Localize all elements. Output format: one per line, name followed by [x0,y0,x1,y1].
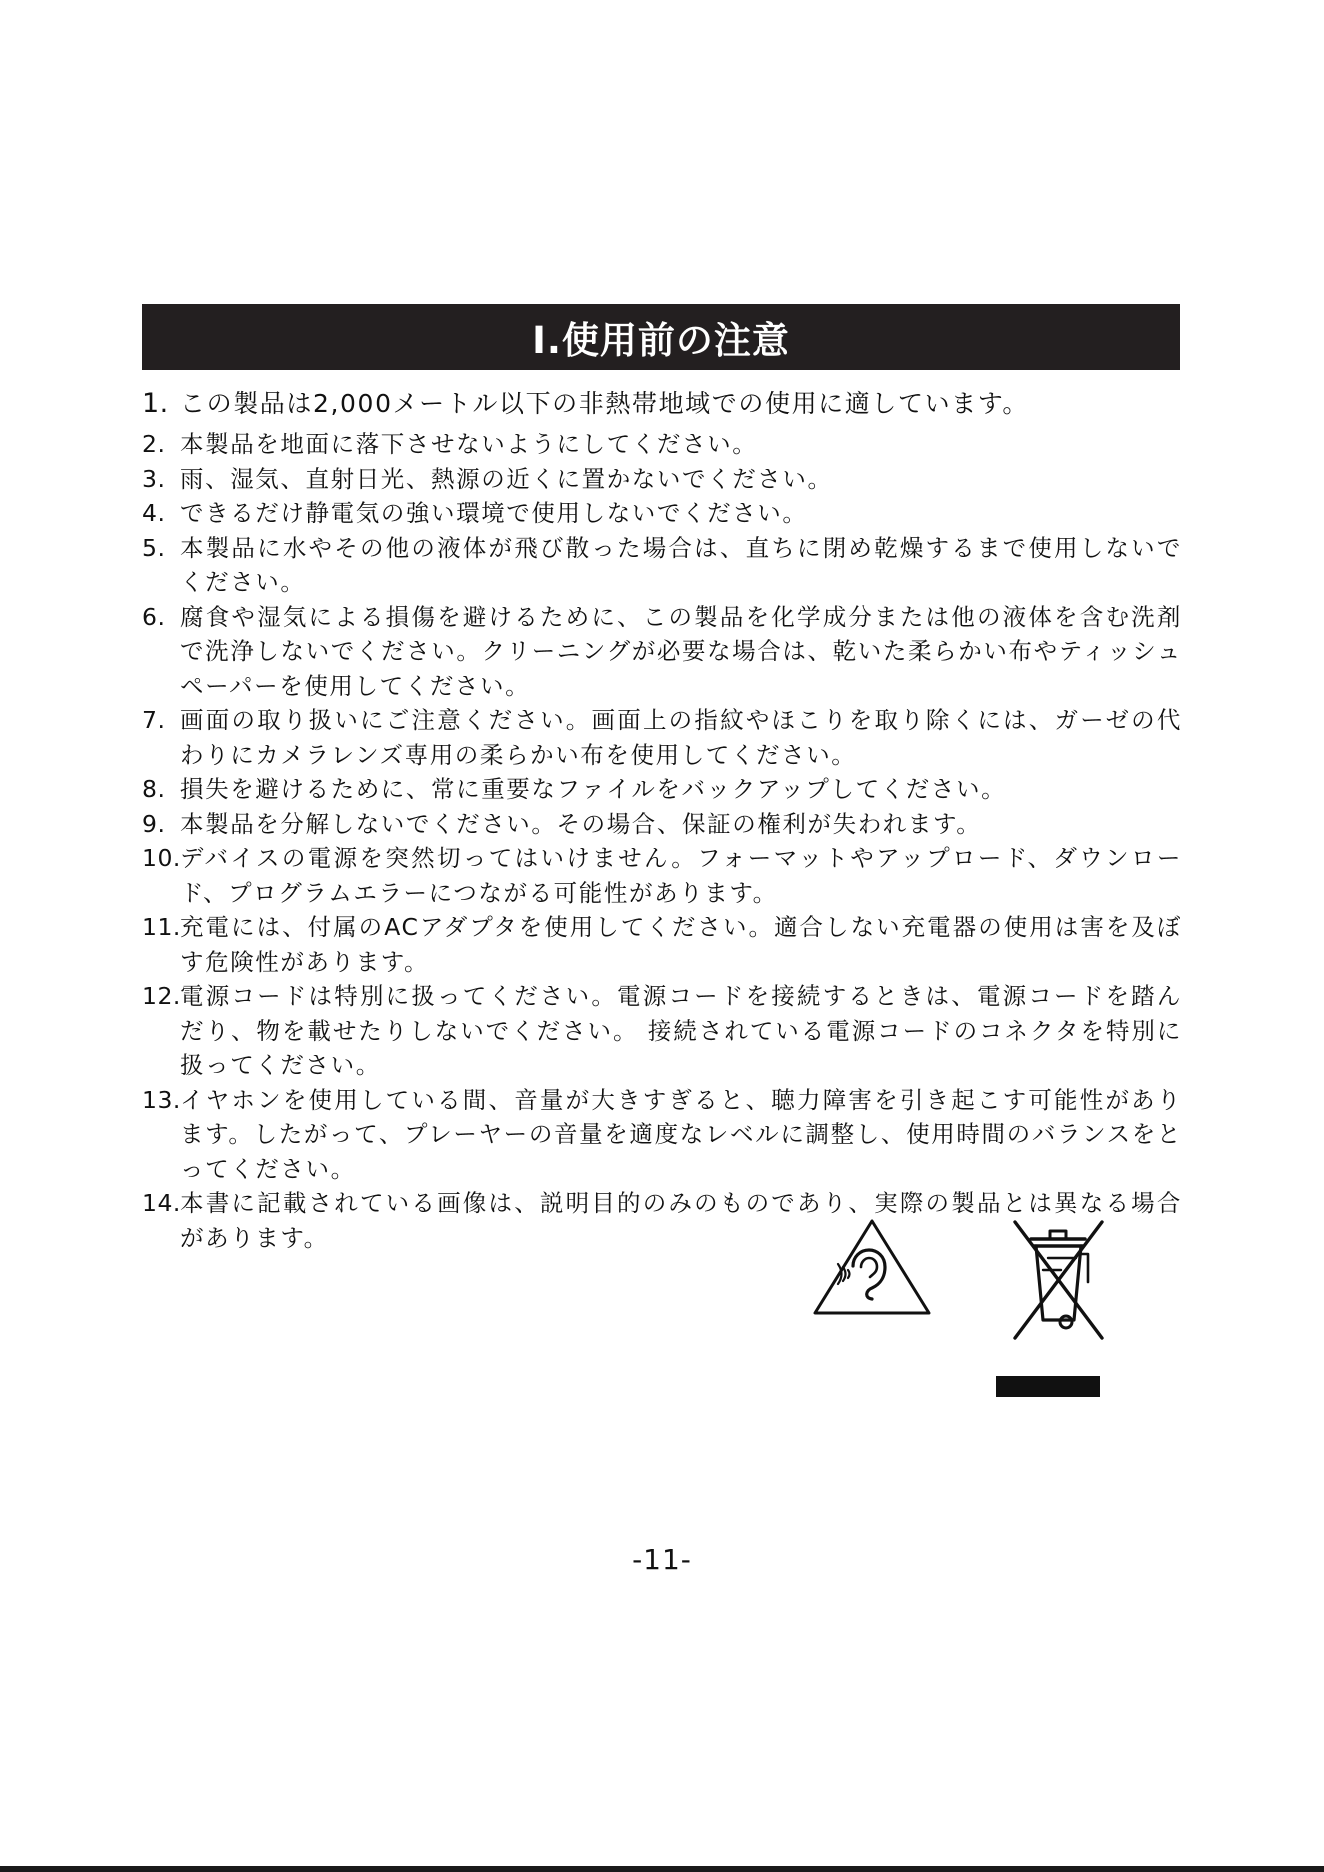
item-text: できるだけ静電気の強い環境で使用しないでください。 [180,499,808,527]
item-text: 本製品を地面に落下させないようにしてください。 [180,430,758,458]
item-number: 13. [142,1085,181,1114]
precautions-list [142,385,1182,1255]
list-item [142,427,1182,462]
item-text: この製品は2,000メートル以下の非熱帯地域での使用に適しています。 [180,389,1029,418]
list-item [142,385,1182,423]
item-number: 9. [142,809,166,838]
weee-bar [996,1376,1100,1397]
item-text: イヤホンを使用している間、音量が大きすぎると、聴力障害を引き起こす可能性があります。したがって、プレーヤーの音量を適度なレベルに調整し、使用時間のバランスをとってください。 [180,1085,1182,1183]
item-number: 6. [142,602,166,631]
item-number: 14. [142,1189,181,1217]
section-title: Ⅰ.使用前の注意 [532,319,790,362]
item-text: デバイスの電源を突然切ってはいけません。フォーマットやアップロード、ダウンロード、プログラムエラーにつながる可能性があります。 [180,844,1182,907]
item-text: 電源コードは特別に扱ってください。電源コードを接続するときは、電源コードを踏んだり、物を載せたりしないでください。 接続されている電源コードのコネクタを特別に扱ってください。 [180,982,1182,1079]
list-item [142,600,1182,704]
list-item [142,1186,1182,1255]
list-item [142,841,1182,910]
item-text: 本製品を分解しないでください。その場合、保証の権利が失われます。 [180,809,982,838]
item-number: 2. [142,430,166,458]
item-text: 腐食や湿気による損傷を避けるために、この製品を化学成分または他の液体を含む洗剤で洗浄しないでください。クリーニングが必要な場合は、乾いた柔らかい布やティッシュペーパーを使用してください。 [180,602,1182,700]
item-number: 5. [142,533,166,562]
item-text: 充電には、付属のACアダプタを使用してください。適合しない充電器の使用は害を及ぼす危険性があります。 [180,913,1182,976]
list-item [142,807,1182,842]
item-number: 7. [142,706,166,734]
item-text: 雨、湿気、直射日光、熱源の近くに置かないでください。 [180,464,833,493]
item-text: 本製品に水やその他の液体が飛び散った場合は、直ちに閉め乾燥するまで使用しないでください。 [180,533,1182,596]
item-text: 損失を避けるために、常に重要なファイルをバックアップしてください。 [180,775,1007,803]
item-number: 4. [142,499,166,527]
item-text: 本書に記載されている画像は、説明目的のみのものであり、実際の製品とは異なる場合があります。 [180,1189,1182,1252]
item-number: 1. [142,388,169,419]
item-text: 画面の取り扱いにご注意ください。画面上の指紋やほこりを取り除くには、ガーゼの代わりにカメラレンズ専用の柔らかい布を使用してください。 [180,706,1182,769]
list-item [142,1083,1182,1187]
item-number: 3. [142,464,166,493]
list-item [142,462,1182,497]
list-item [142,979,1182,1083]
list-item [142,703,1182,772]
page-number: -11- [632,1543,692,1576]
item-number: 12. [142,982,181,1010]
item-number: 10. [142,844,181,872]
list-item [142,496,1182,531]
bottom-rule [0,1866,1324,1872]
list-item [142,772,1182,807]
item-number: 11. [142,913,181,941]
list-item [142,910,1182,979]
item-number: 8. [142,775,166,803]
list-item [142,531,1182,600]
section-title-bar [142,304,1180,370]
